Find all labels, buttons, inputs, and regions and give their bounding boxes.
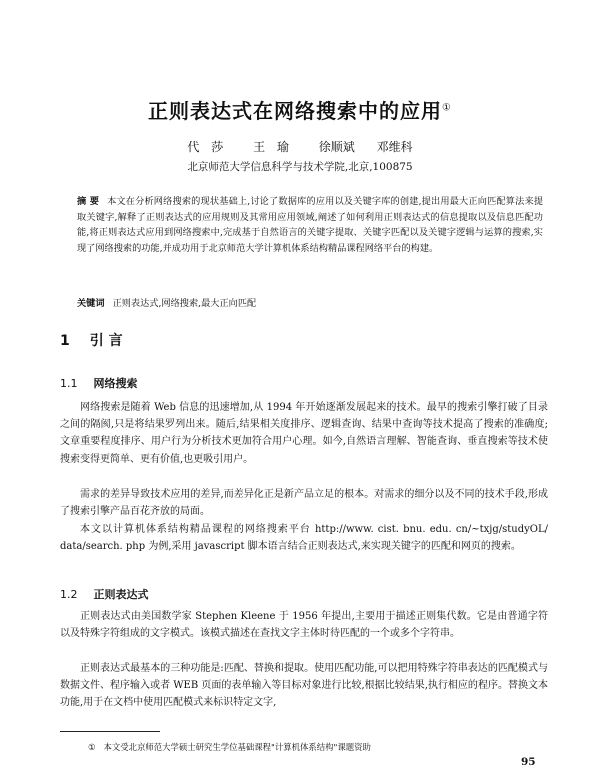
author-4: 邓维科 <box>376 140 413 154</box>
paragraph-5: 正则表达式最基本的三种功能是:匹配、替换和提取。使用匹配功能,可以把用特殊字符串表达的匹配模式与数据文件、程序输入或者 WEB 页面的表单输入等目标对象进行比较,根据比较结果,执行相应的程序。替换文本功能,用于在文档中使用匹配模式来标识特定文字, <box>60 663 548 709</box>
paragraph-1: 网络搜索是随着 Web 信息的迅速增加,从 1994 年开始逐渐发展起来的技术。最早的搜索引擎打破了目录之间的隔阂,只是将结果罗列出来。随后,结果相关度排序、逻辑查询、结果中查询等技术提高了搜索的准确度;文章重要程度排序、用户行为分析技术更加符合用户心理。如今,自然语言理解、智能查询、垂直搜索等技术使搜索变得更简单、更有价值,也更吸引用户。 <box>60 402 548 465</box>
keywords <box>77 295 543 309</box>
subsection-heading-regex <box>60 586 149 602</box>
footnote-divider <box>60 731 160 732</box>
footnote <box>88 741 371 753</box>
subsection-heading-web-search <box>60 375 138 391</box>
paragraph-2: 需求的差异导致技术应用的差异,而差异化正是新产品立足的根本。对需求的细分以及不同的技术手段,形成了搜索引擎产品百花齐放的局面。 <box>60 489 548 518</box>
paragraph-3: 本文以计算机体系结构精品课程的网络搜索平台 http://www. cist. bnu. edu. cn/~txjg/studyOL/ data/search. php 为例,采用 javascript 脚本语言结合正则表达式,来实现关键字的匹配和网页的搜索。 <box>60 524 548 553</box>
paper-title <box>0 95 600 124</box>
subsection-title: 网络搜索 <box>93 377 138 390</box>
title-text: 正则表达式在网络搜索中的应用 <box>148 99 443 123</box>
keywords-text: 正则表达式,网络搜索,最大正向匹配 <box>112 298 257 309</box>
section-number: 1 <box>60 333 70 349</box>
title-footnote-marker: ① <box>442 102 452 114</box>
footnote-text: 本文受北京师范大学硕士研究生学位基础课程"计算机体系结构"课题资助 <box>103 742 371 752</box>
page-number: 95 <box>521 756 536 768</box>
affiliation: 北京师范大学信息科学与技术学院,北京,100875 <box>187 161 413 173</box>
subsection-number: 1.1 <box>60 377 78 390</box>
author-3: 徐顺斌 <box>318 140 355 154</box>
subsection-title: 正则表达式 <box>93 588 149 601</box>
section-title: 引 言 <box>89 333 123 349</box>
author-1: 代 莎 <box>187 140 228 154</box>
keywords-label: 关键词 <box>77 298 105 309</box>
author-list <box>0 138 600 155</box>
footnote-marker: ① <box>88 742 96 752</box>
paragraph-4: 正则表达式由美国数学家 Stephen Kleene 于 1956 年提出,主要用于描述正则集代数。它是由普通字符以及特殊字符组成的文字模式。该模式描述在查找文字主体时待匹配的一个或多个字符串。 <box>60 611 548 640</box>
subsection-number: 1.2 <box>60 588 78 601</box>
section-heading-introduction <box>60 330 123 350</box>
abstract <box>77 194 543 256</box>
abstract-label: 摘 要 <box>77 196 100 207</box>
abstract-text: 本文在分析网络搜索的现状基础上,讨论了数据库的应用以及关键字库的创建,提出用最大正向匹配算法来提取关键字,解释了正则表达式的应用规则及其常用应用领域,阐述了如何利用正则表达式的信息提取以及信息匹配功能,将正则表达式应用到网络搜索中,完成基于自然语言的关键字提取、关键字匹配以及关键字逻辑与运算的搜索,实现了网络搜索的功能,并成功用于北京师范大学计算机体系结构精品课程网络平台的构建。 <box>77 196 544 254</box>
author-2: 王 瑜 <box>253 140 293 154</box>
